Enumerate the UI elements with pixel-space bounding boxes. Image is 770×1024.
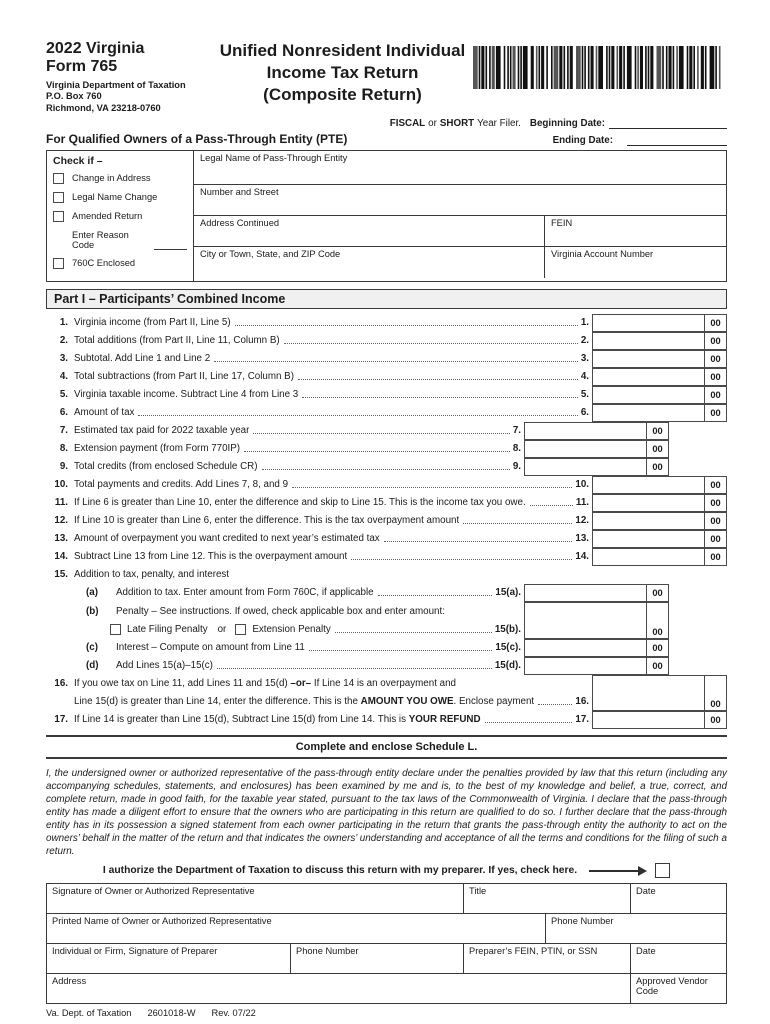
- cents-label: 00: [705, 494, 727, 512]
- form-header: [46, 40, 727, 115]
- agency-address: [46, 80, 214, 115]
- line-label: Virginia income (from Part II, Line 5): [74, 317, 231, 329]
- phone-label: Phone Number: [296, 946, 359, 957]
- line-ref: 12.: [575, 515, 589, 527]
- form-year: 2022 Virginia: [46, 40, 145, 57]
- part1-line-13: [46, 530, 727, 548]
- agency-name: Virginia Department of Taxation: [46, 79, 186, 90]
- barcode-image: [471, 44, 727, 91]
- year-filer-label: Year Filer.: [477, 117, 521, 129]
- preparer-fein-field[interactable]: [464, 944, 631, 973]
- cents-label: 00: [705, 404, 727, 422]
- part1-line-11: [46, 494, 727, 512]
- line-number: 6.: [59, 407, 68, 419]
- amended-return-checkbox[interactable]: [53, 211, 64, 222]
- beginning-date-label: Beginning Date:: [529, 117, 605, 129]
- owner-signature-field[interactable]: [47, 884, 464, 913]
- amount-field-line15b[interactable]: [524, 602, 647, 639]
- vendor-code-field[interactable]: [631, 974, 726, 1003]
- dotted-leader: [292, 486, 572, 488]
- cents-label: 00: [647, 458, 669, 476]
- part1-line-15a: [46, 584, 727, 602]
- fiscal-year-row: [46, 117, 727, 129]
- line-ref: 15(a).: [495, 587, 521, 599]
- dotted-leader: [298, 378, 578, 380]
- entity-fields: [194, 151, 726, 281]
- amount-field-line15a[interactable]: [524, 584, 647, 602]
- line-ref: 15(c).: [495, 642, 521, 654]
- amount-field-line16[interactable]: [592, 675, 705, 711]
- line-label: Amount of overpayment you want credited to next year’s estimated tax: [74, 533, 380, 545]
- line-label: Addition to tax. Enter amount from Form 760C, if applicable: [116, 587, 374, 599]
- line-number: 2.: [59, 335, 68, 347]
- or-label: or: [217, 624, 227, 636]
- cents-label: 00: [705, 548, 727, 566]
- dotted-leader: [253, 432, 509, 434]
- or-label: or: [428, 117, 437, 129]
- date-field-1[interactable]: [631, 884, 726, 913]
- cents-label: 00: [705, 350, 727, 368]
- line-ref: 5.: [580, 389, 589, 401]
- dotted-leader: [530, 504, 573, 506]
- check-if-label: Check if –: [53, 154, 103, 167]
- footer-dept: Va. Dept. of Taxation: [46, 1008, 132, 1019]
- line-number: 9.: [59, 461, 68, 473]
- legal-name-change-checkbox[interactable]: [53, 192, 64, 203]
- beginning-date-field[interactable]: [609, 117, 727, 129]
- change-address-label: Change in Address: [72, 173, 151, 184]
- amount-field-line10[interactable]: [592, 476, 705, 494]
- part1-line-9: [46, 458, 727, 476]
- address-continued-field[interactable]: [194, 216, 544, 246]
- footer-revision: Rev. 07/22: [211, 1008, 256, 1019]
- amount-field-line8[interactable]: [524, 440, 647, 458]
- line-label: If you owe tax on Line 11, add Lines 11 and 15(d) –or– If Line 14 is an overpayment and: [74, 678, 456, 690]
- signature-table: [46, 883, 727, 1004]
- line-ref: 9.: [512, 461, 521, 473]
- part1-line-14: [46, 548, 727, 566]
- amount-field-line9[interactable]: [524, 458, 647, 476]
- printed-name-field[interactable]: [47, 914, 546, 943]
- number-street-field[interactable]: [194, 185, 726, 216]
- late-filing-penalty-checkbox[interactable]: [110, 624, 121, 635]
- preparer-signature-label: Individual or Firm, Signature of Preparer: [52, 946, 218, 957]
- amended-return-label: Amended Return: [72, 211, 143, 222]
- part1-line-7: [46, 422, 727, 440]
- cents-label: 00: [647, 440, 669, 458]
- dotted-leader: [214, 360, 578, 362]
- amount-field-line17[interactable]: [592, 711, 705, 729]
- line-ref: 11.: [575, 497, 589, 509]
- form-footer: [46, 1008, 727, 1018]
- line-ref: 15(d).: [494, 660, 521, 672]
- dotted-leader: [284, 342, 578, 344]
- legal-name-label: Legal Name of Pass-Through Entity: [200, 152, 348, 163]
- va-account-label: Virginia Account Number: [551, 248, 654, 259]
- part1-header: Part I – Participants’ Combined Income: [46, 289, 727, 309]
- cents-label: 00: [705, 368, 727, 386]
- line-ref: 13.: [575, 533, 589, 545]
- right-spacer: [669, 602, 727, 639]
- signature-row-4: [47, 974, 726, 1003]
- dotted-leader: [309, 649, 493, 651]
- agency-city: Richmond, VA 23218-0760: [46, 103, 161, 113]
- line-letter: (a): [86, 587, 98, 599]
- agency-pobox: P.O. Box 760: [46, 91, 102, 102]
- line16-row1: [46, 675, 592, 693]
- line-label: Interest – Compute on amount from Line 11: [116, 642, 305, 654]
- form-title-line3: (Composite Return): [263, 85, 422, 105]
- amount-field-line5[interactable]: [592, 386, 705, 404]
- vendor-code-label: Approved Vendor Code: [636, 976, 708, 997]
- fein-label: FEIN: [551, 217, 573, 228]
- part1-line-5: [46, 386, 727, 404]
- line-ref: 15(b).: [494, 624, 521, 636]
- reason-code-field[interactable]: [154, 240, 187, 250]
- line-number: 15.: [54, 569, 68, 581]
- amount-field-line15c[interactable]: [524, 639, 647, 657]
- address-continued-label: Address Continued: [200, 217, 280, 228]
- enclosed-760c-label: 760C Enclosed: [72, 258, 136, 269]
- line-label: Estimated tax paid for 2022 taxable year: [74, 425, 250, 437]
- dotted-leader: [463, 522, 572, 524]
- amount-field-line14[interactable]: [592, 548, 705, 566]
- date-label: Date: [636, 946, 656, 957]
- line-label: If Line 14 is greater than Line 15(d), Subtract Line 15(d) from Line 14. This is YOUR REFUND: [74, 714, 481, 726]
- line-ref: 10.: [575, 479, 589, 491]
- part1-line-15-heading: [46, 566, 727, 584]
- line-number: 12.: [54, 515, 68, 527]
- part1-line-16: [46, 675, 727, 711]
- line15b-label-row: [46, 602, 524, 621]
- cents-label: 00: [705, 711, 727, 729]
- short-label: SHORT: [439, 117, 475, 129]
- part1-line-10: [46, 476, 727, 494]
- late-filing-penalty-label: Late Filing Penalty: [127, 624, 208, 636]
- address-fein-row: [194, 216, 726, 247]
- dotted-leader: [138, 414, 577, 416]
- date-label: Date: [636, 886, 656, 897]
- agency-block: [46, 40, 214, 115]
- line-ref: 17.: [575, 714, 589, 726]
- line15b-text: [46, 602, 524, 639]
- subheader-row: [46, 132, 727, 146]
- line-label: Total payments and credits. Add Lines 7, 8, and 9: [74, 479, 289, 491]
- line-label: Amount of tax: [74, 407, 135, 419]
- legal-name-field[interactable]: [194, 151, 726, 185]
- reason-code-row: [72, 230, 187, 250]
- part1-line-8: [46, 440, 727, 458]
- cents-label: 00: [647, 584, 669, 602]
- check-if-panel: [47, 151, 194, 281]
- line-label: Total subtractions (from Part II, Line 17, Column B): [74, 371, 294, 383]
- line-ref: 4.: [580, 371, 589, 383]
- part1-line-15c: [46, 639, 727, 657]
- dotted-leader: [351, 558, 572, 560]
- amount-field-line2[interactable]: [592, 332, 705, 350]
- legal-name-change-label: Legal Name Change: [72, 192, 158, 203]
- fein-field[interactable]: [544, 216, 726, 246]
- declaration-text: I, the undersigned owner or authorized representative of the pass-through entity declare under the penalties provided by law that this return (including any accompanying schedules, statements, and enclosures) has been examined by me and is, to the best of my knowledge and belief, a true, correct, and complete return, made in good faith, for the taxable year stated, pursuant to the tax laws of the Commonwealth of Virginia. I declare that the pass-through entity has made a diligent effort to ensure that the owners who are participating in this return are qualified to do so. I further declare that the pass-through entity has in its possession a signed statement from each owner participating in the return that grants the pass-through entity the authority to act on the owners’ behalf in the matter of the return and that indicates the owners’ understanding and acceptance of all the terms and conditions for the filing of such a return.: [46, 767, 727, 857]
- line-ref: 2.: [580, 335, 589, 347]
- reason-code-label: Enter Reason Code: [72, 229, 129, 250]
- dotted-leader: [384, 540, 573, 542]
- address-label: Address: [52, 976, 87, 987]
- part1-line-2: [46, 332, 727, 350]
- cents-label: 00: [705, 512, 727, 530]
- ending-date-row: [553, 134, 727, 146]
- cents-label: 00: [705, 386, 727, 404]
- line-label: Total additions (from Part II, Line 11, Column B): [74, 335, 280, 347]
- cents-label: 00: [705, 332, 727, 350]
- line-number: 5.: [59, 389, 68, 401]
- address-field[interactable]: [47, 974, 631, 1003]
- footer-form-number: 2601018-W: [147, 1008, 196, 1019]
- part1-line-15b: [46, 602, 727, 639]
- line-ref: 16.: [575, 696, 589, 708]
- dotted-leader: [244, 450, 510, 452]
- line-label: Add Lines 15(a)–15(c): [116, 660, 213, 672]
- line-number: 1.: [59, 317, 68, 329]
- check-row-760c: [53, 258, 187, 269]
- line-ref: 3.: [580, 353, 589, 365]
- cents-label: 00: [647, 657, 669, 675]
- schedule-l-banner: Complete and enclose Schedule L.: [46, 735, 727, 759]
- line-ref: 6.: [580, 407, 589, 419]
- amount-field-line13[interactable]: [592, 530, 705, 548]
- dotted-leader: [378, 594, 493, 596]
- line-label: Extension payment (from Form 770IP): [74, 443, 241, 455]
- city-state-zip-label: City or Town, State, and ZIP Code: [200, 248, 341, 259]
- line-ref: 14.: [575, 551, 589, 563]
- extension-penalty-label: Extension Penalty: [252, 624, 331, 636]
- line-number: 16.: [54, 678, 68, 690]
- part1-section: [46, 289, 727, 729]
- check-row-amended: [53, 211, 187, 222]
- subheader: For Qualified Owners of a Pass-Through Entity (PTE): [46, 131, 348, 146]
- phone-field-2[interactable]: [291, 944, 464, 973]
- amount-field-line15d[interactable]: [524, 657, 647, 675]
- line-label: Addition to tax, penalty, and interest: [74, 569, 230, 581]
- line-ref: 7.: [512, 425, 521, 437]
- dotted-leader: [302, 396, 578, 398]
- part1-line-12: [46, 512, 727, 530]
- cents-label: 00: [647, 602, 669, 639]
- amount-field-line6[interactable]: [592, 404, 705, 422]
- dotted-leader: [335, 631, 492, 633]
- extension-penalty-checkbox[interactable]: [235, 624, 246, 635]
- dotted-leader: [538, 703, 572, 705]
- check-row-legal-name: [53, 192, 187, 203]
- dotted-leader: [235, 324, 578, 326]
- part1-line-17: [46, 711, 727, 729]
- va-account-field[interactable]: [544, 247, 726, 278]
- check-row-change-address: [53, 173, 187, 184]
- city-state-zip-field[interactable]: [194, 247, 544, 278]
- line-number: 3.: [59, 353, 68, 365]
- title-label: Title: [469, 886, 487, 897]
- dotted-leader: [217, 667, 492, 669]
- signature-row-2: [47, 914, 726, 944]
- amount-field-line4[interactable]: [592, 368, 705, 386]
- line-label: If Line 6 is greater than Line 10, enter the difference and skip to Line 15. This is the income tax you owe.: [74, 497, 526, 509]
- barcode-block: [471, 40, 727, 96]
- line-number: 7.: [59, 425, 68, 437]
- line-letter: (c): [86, 642, 98, 654]
- dotted-leader: [485, 721, 573, 723]
- line-number: 11.: [54, 497, 68, 509]
- line-number: 10.: [54, 479, 68, 491]
- line-label: Penalty – See instructions. If owed, check applicable box and enter amount:: [116, 605, 445, 617]
- amount-field-line12[interactable]: [592, 512, 705, 530]
- cents-label: 00: [647, 422, 669, 440]
- ending-date-label: Ending Date:: [552, 134, 613, 146]
- ending-date-field[interactable]: [627, 134, 727, 146]
- fiscal-label: FISCAL: [389, 117, 426, 129]
- enclosed-760c-checkbox[interactable]: [53, 258, 64, 269]
- line-label: Subtotal. Add Line 1 and Line 2: [74, 353, 211, 365]
- dotted-leader: [262, 468, 510, 470]
- line-letter: (b): [86, 605, 99, 617]
- owner-signature-label: Signature of Owner or Authorized Representative: [52, 886, 255, 897]
- arrow-right-icon: [589, 870, 645, 872]
- date-field-2[interactable]: [631, 944, 726, 973]
- line-label: Virginia taxable income. Subtract Line 4 from Line 3: [74, 389, 299, 401]
- line-label: Subtract Line 13 from Line 12. This is the overpayment amount: [74, 551, 348, 563]
- line15b-checkbox-row: [46, 621, 524, 639]
- line-number: 8.: [59, 443, 68, 455]
- line16-text: [46, 675, 592, 711]
- preparer-fein-label: Preparer’s FEIN, PTIN, or SSN: [469, 946, 598, 957]
- form-title-line2: Income Tax Return: [266, 63, 419, 83]
- line-ref: 8.: [512, 443, 521, 455]
- line-letter: (d): [86, 660, 99, 672]
- form-number-title: Form 765: [46, 58, 118, 76]
- printed-name-label: Printed Name of Owner or Authorized Representative: [52, 916, 272, 927]
- amount-field-line7[interactable]: [524, 422, 647, 440]
- line-number: 14.: [54, 551, 68, 563]
- amount-field-line11[interactable]: [592, 494, 705, 512]
- part1-line-1: [46, 314, 727, 332]
- phone-label: Phone Number: [551, 916, 614, 927]
- form-title-line1: Unified Nonresident Individual: [219, 41, 466, 60]
- cents-label: 00: [647, 639, 669, 657]
- line-label: Total credits (from enclosed Schedule CR): [74, 461, 258, 473]
- cents-label: 00: [705, 314, 727, 332]
- authorize-label: I authorize the Department of Taxation to discuss this return with my preparer. If yes, check here.: [102, 865, 578, 877]
- cents-label: 00: [705, 530, 727, 548]
- part1-line-6: [46, 404, 727, 422]
- cents-label: 00: [705, 476, 727, 494]
- title-field[interactable]: [464, 884, 631, 913]
- number-street-label: Number and Street: [200, 186, 279, 197]
- line-label: If Line 10 is greater than Line 6, enter the difference. This is the tax overpayment amount: [74, 515, 460, 527]
- change-address-checkbox[interactable]: [53, 173, 64, 184]
- signature-row-1: [47, 884, 726, 914]
- part1-line-4: [46, 368, 727, 386]
- preparer-signature-field[interactable]: [47, 944, 291, 973]
- amount-field-line1[interactable]: [592, 314, 705, 332]
- authorize-row: [46, 863, 727, 878]
- line-label: Line 15(d) is greater than Line 14, enter the difference. This is the AMOUNT YOU OWE. Enclose payment: [74, 696, 535, 708]
- line-number: 13.: [54, 533, 68, 545]
- entity-info-box: [46, 150, 727, 282]
- part1-rows: [46, 314, 727, 729]
- line-number: 4.: [59, 371, 68, 383]
- cents-label: 00: [705, 675, 727, 711]
- phone-field-1[interactable]: [546, 914, 726, 943]
- signature-row-3: [47, 944, 726, 974]
- part1-line-15d: [46, 657, 727, 675]
- part1-line-3: [46, 350, 727, 368]
- line-ref: 1.: [580, 317, 589, 329]
- city-account-row: [194, 247, 726, 278]
- line-number: 17.: [54, 714, 68, 726]
- line16-row2: [46, 693, 592, 711]
- form-title: [214, 40, 471, 106]
- amount-field-line3[interactable]: [592, 350, 705, 368]
- authorize-checkbox[interactable]: [655, 863, 670, 878]
